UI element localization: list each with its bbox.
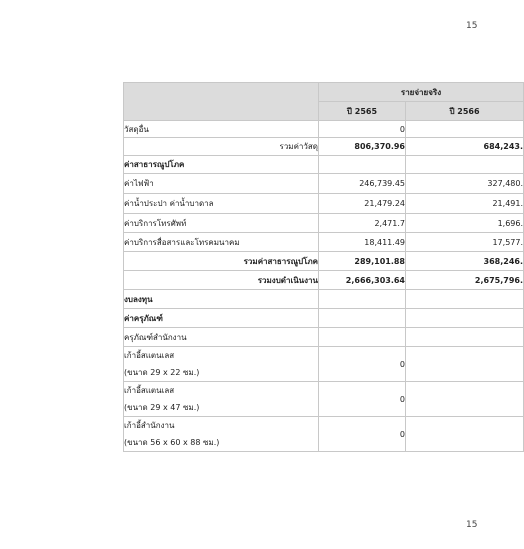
- row-label: [124, 347, 319, 382]
- table-row: [124, 290, 524, 309]
- row-label: วัสดุอื่น: [124, 121, 319, 138]
- value-2566: [406, 382, 524, 417]
- value-2565: 0: [319, 347, 406, 382]
- item-size: (ขนาด 29 x 22 ซม.): [124, 368, 200, 377]
- value-2566: [406, 121, 524, 138]
- budget-table: [123, 82, 524, 452]
- row-label: รวมค่าสาธารณูปโภค: [124, 252, 319, 271]
- value-2566: 17,577.: [406, 233, 524, 252]
- table-row: [124, 271, 524, 290]
- table-row: [124, 328, 524, 347]
- value-2566: 368,246.: [406, 252, 524, 271]
- value-2566: 2,675,796.: [406, 271, 524, 290]
- value-2565: 0: [319, 382, 406, 417]
- value-2565: [319, 156, 406, 174]
- value-2565: [319, 309, 406, 328]
- row-label: รวมงบดำเนินงาน: [124, 271, 319, 290]
- header-year-2565: ปี 2565: [319, 102, 406, 121]
- value-2566: [406, 347, 524, 382]
- value-2566: 684,243.: [406, 138, 524, 156]
- row-label: ค่าบริการโทรศัพท์: [124, 214, 319, 233]
- item-size: (ขนาด 56 x 60 x 88 ซม.): [124, 438, 220, 447]
- item-size: (ขนาด 29 x 47 ซม.): [124, 403, 200, 412]
- value-2566: [406, 309, 524, 328]
- header-year-2566: ปี 2566: [406, 102, 524, 121]
- item-name: เก้าอี้สแตนเลส: [124, 386, 175, 395]
- value-2565: 2,471.7: [319, 214, 406, 233]
- value-2565: [319, 290, 406, 309]
- value-2565: 0: [319, 121, 406, 138]
- row-label: ค่าน้ำประปา ค่าน้ำบาดาล: [124, 194, 319, 214]
- row-label: ครุภัณฑ์สำนักงาน: [124, 328, 319, 347]
- table-row: [124, 214, 524, 233]
- header-row-group: [124, 83, 524, 102]
- table-row: [124, 194, 524, 214]
- row-label: ค่าบริการสื่อสารและโทรคมนาคม: [124, 233, 319, 252]
- page-number-bottom: 15: [466, 520, 478, 530]
- value-2565: 0: [319, 417, 406, 452]
- row-label: ค่าครุภัณฑ์: [124, 309, 319, 328]
- value-2565: 806,370.96: [319, 138, 406, 156]
- table-row: [124, 309, 524, 328]
- row-label: รวมค่าวัสดุ: [124, 138, 319, 156]
- row-label: งบลงทุน: [124, 290, 319, 309]
- row-label: ค่าสาธารณูปโภค: [124, 156, 319, 174]
- table-row: [124, 382, 524, 417]
- table-row: [124, 252, 524, 271]
- row-label: [124, 382, 319, 417]
- table-row: [124, 417, 524, 452]
- value-2565: 246,739.45: [319, 174, 406, 194]
- table-row: [124, 121, 524, 138]
- item-name: เก้าอี้สแตนเลส: [124, 351, 175, 360]
- value-2566: 21,491.: [406, 194, 524, 214]
- value-2565: [319, 328, 406, 347]
- page-number-top: 15: [466, 21, 478, 31]
- header-actual-expense: รายจ่ายจริง: [319, 83, 524, 102]
- value-2565: 21,479.24: [319, 194, 406, 214]
- table-row: [124, 156, 524, 174]
- value-2565: 2,666,303.64: [319, 271, 406, 290]
- value-2566: [406, 328, 524, 347]
- header-blank-cell: [124, 83, 319, 121]
- row-label: ค่าไฟฟ้า: [124, 174, 319, 194]
- value-2566: [406, 417, 524, 452]
- row-label: [124, 417, 319, 452]
- value-2566: [406, 156, 524, 174]
- value-2566: 1,696.: [406, 214, 524, 233]
- value-2565: 289,101.88: [319, 252, 406, 271]
- value-2566: [406, 290, 524, 309]
- item-name: เก้าอี้สำนักงาน: [124, 421, 175, 430]
- table-row: [124, 174, 524, 194]
- value-2566: 327,480.: [406, 174, 524, 194]
- table-row: [124, 138, 524, 156]
- value-2565: 18,411.49: [319, 233, 406, 252]
- table-row: [124, 233, 524, 252]
- table-row: [124, 347, 524, 382]
